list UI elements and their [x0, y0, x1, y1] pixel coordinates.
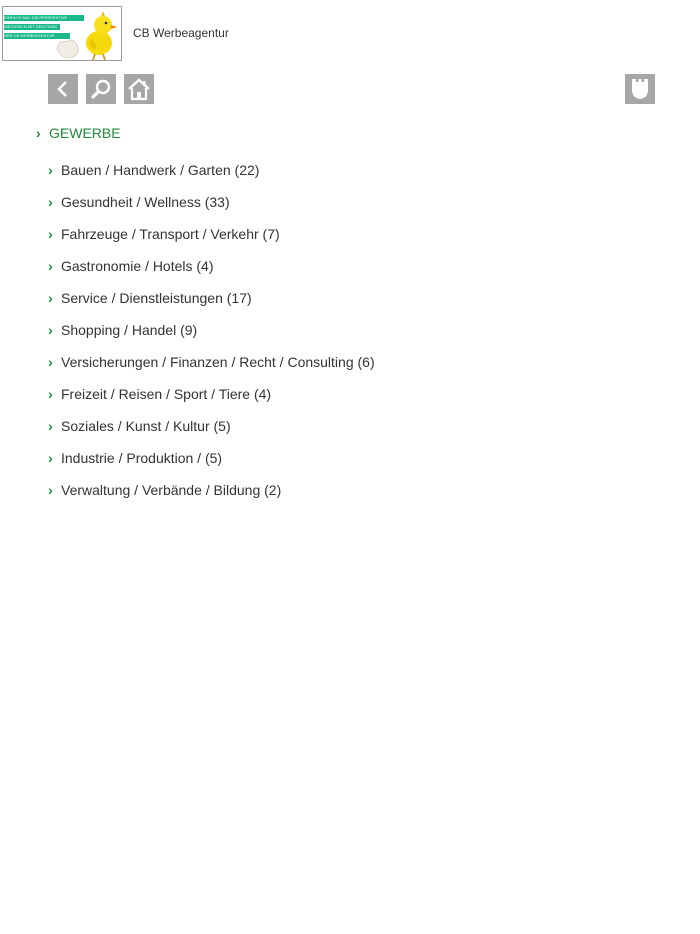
header — [2, 5, 229, 61]
sub-category-item[interactable] — [48, 410, 375, 442]
chevron-right-icon: › — [48, 418, 53, 434]
sub-category-list — [48, 154, 375, 506]
logo-text-line: DER CB WERBEAGENTUR — [4, 33, 70, 39]
chevron-right-icon: › — [48, 354, 53, 370]
back-button[interactable] — [48, 74, 78, 104]
chevron-right-icon: › — [48, 482, 53, 498]
sub-category-label: Bauen / Handwerk / Garten (22) — [61, 162, 260, 178]
sub-category-item[interactable] — [48, 314, 375, 346]
castle-tower-icon — [629, 77, 651, 101]
sub-category-label: Versicherungen / Finanzen / Recht / Consulting (6) — [61, 354, 375, 370]
company-name: CB Werbeagentur — [133, 26, 229, 40]
sub-category-item[interactable] — [48, 442, 375, 474]
sub-category-label: Verwaltung / Verbände / Bildung (2) — [61, 482, 282, 498]
sub-category-item[interactable] — [48, 378, 375, 410]
logo-text-line: EINFACH MAL DIE PERSPEKTIVE — [4, 15, 84, 21]
chick-egg-icon — [55, 9, 121, 61]
sub-category-item[interactable] — [48, 282, 375, 314]
castle-tower-button[interactable] — [625, 74, 655, 104]
chevron-right-icon: › — [48, 226, 53, 242]
sub-category-label: Gesundheit / Wellness (33) — [61, 194, 230, 210]
home-button[interactable] — [124, 74, 154, 104]
sub-category-item[interactable] — [48, 474, 375, 506]
menu-root-gewerbe[interactable] — [36, 122, 375, 144]
sub-category-item[interactable] — [48, 154, 375, 186]
sub-category-label: Soziales / Kunst / Kultur (5) — [61, 418, 231, 434]
sub-category-item[interactable] — [48, 346, 375, 378]
chevron-right-icon: › — [48, 450, 53, 466]
menu-root-label: GEWERBE — [49, 125, 121, 141]
sub-category-label: Service / Dienstleistungen (17) — [61, 290, 252, 306]
chevron-right-icon: › — [48, 386, 53, 402]
sub-category-item[interactable] — [48, 250, 375, 282]
sub-category-label: Shopping / Handel (9) — [61, 322, 198, 338]
chevron-right-icon: › — [48, 162, 53, 178]
magnifier-icon — [90, 78, 112, 100]
chevron-right-icon: › — [36, 125, 41, 141]
search-button[interactable] — [86, 74, 116, 104]
chevron-right-icon: › — [48, 258, 53, 274]
sub-category-item[interactable] — [48, 186, 375, 218]
company-logo[interactable] — [2, 6, 122, 61]
chevron-right-icon: › — [48, 290, 53, 306]
logo-text-line: WECHSELN MIT DEM TEAM — [4, 24, 60, 30]
sub-category-label: Industrie / Produktion / (5) — [61, 450, 223, 466]
home-icon — [127, 77, 151, 101]
sub-category-label: Gastronomie / Hotels (4) — [61, 258, 214, 274]
sub-category-item[interactable] — [48, 218, 375, 250]
sub-category-label: Freizeit / Reisen / Sport / Tiere (4) — [61, 386, 272, 402]
chevron-left-icon — [54, 80, 72, 98]
sub-category-label: Fahrzeuge / Transport / Verkehr (7) — [61, 226, 280, 242]
chevron-right-icon: › — [48, 322, 53, 338]
category-menu — [36, 122, 375, 506]
chevron-right-icon: › — [48, 194, 53, 210]
